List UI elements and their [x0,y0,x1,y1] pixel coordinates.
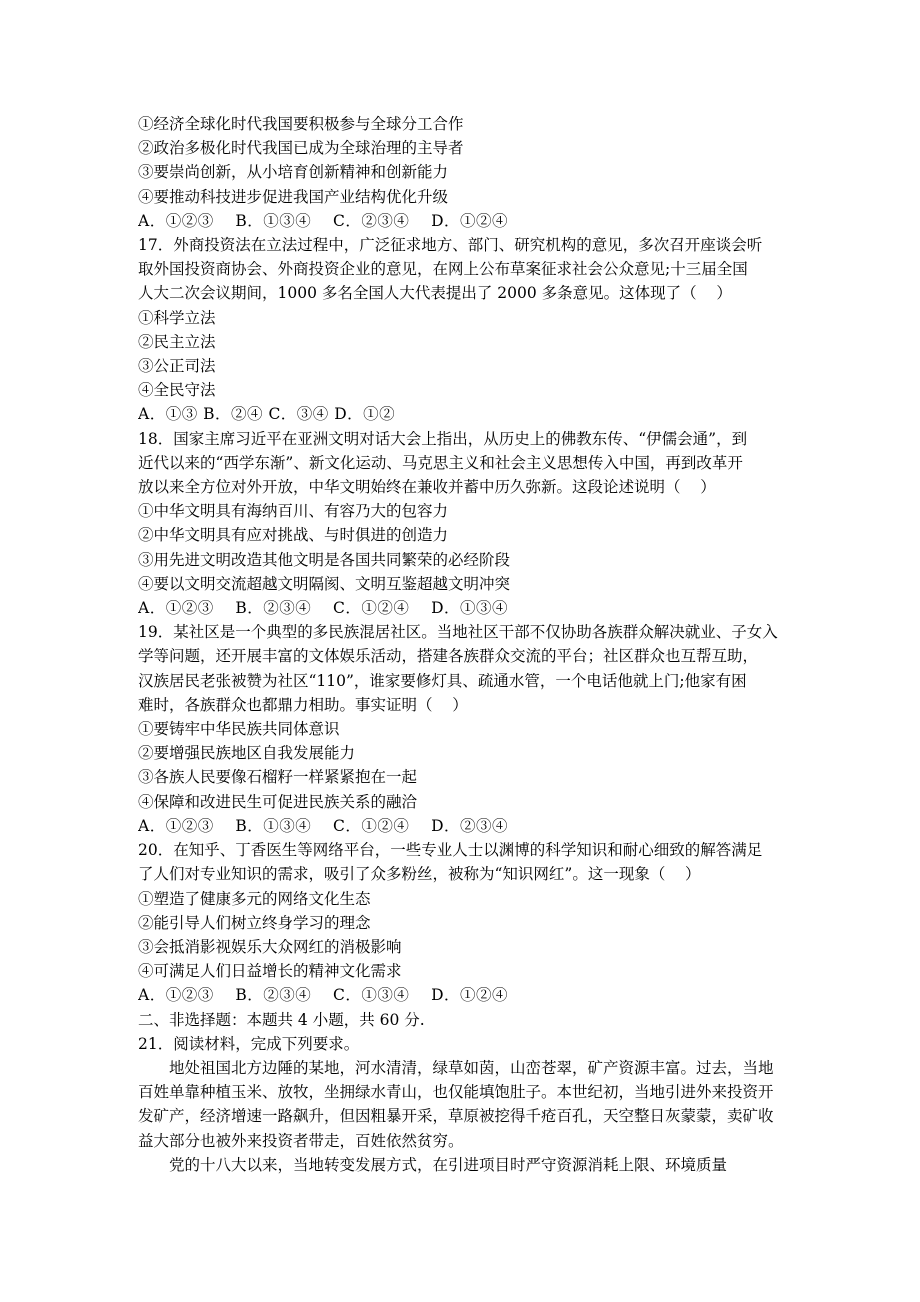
option-line: ②中华文明具有应对挑战、与时俱进的创造力 [138,526,449,545]
option-line: ④全民守法 [138,381,216,400]
answer-choices: A．①②③ B．①③④ C．①②④ D．②③④ [138,816,508,835]
option-line: ①经济全球化时代我国要积极参与全球分工合作 [138,115,464,133]
option-line: ②政治多极化时代我国已成为全球治理的主导者 [138,139,464,158]
option-line: ④要推动科技进步促进我国产业结构优化升级 [138,187,449,206]
question-19-text: 难时，各族群众也都鼎力相助。事实证明（ ） [138,695,468,714]
option-line: ③公正司法 [138,357,216,376]
option-line: ④保障和改进民生可促进民族关系的融洽 [138,792,418,811]
answer-choices: A．①③ B．②④ C．③④ D．①② [138,405,396,424]
option-line: ③用先进文明改造其他文明是各国共同繁荣的必经阶段 [138,550,511,569]
option-line: ①塑造了健康多元的网络文化生态 [138,889,371,908]
material-paragraph: 党的十八大以来，当地转变发展方式，在引进项目时严守资源消耗上限、环境质量 [169,1155,728,1174]
question-19-text: 学等问题，还开展丰富的文体娱乐活动，搭建各族群众交流的平台；社区群众也互帮互助， [138,647,759,666]
question-17-text: 17．外商投资法在立法过程中，广泛征求地方、部门、研究机构的意见，多次召开座谈会听 [138,236,763,255]
question-17-text: 人大二次会议期间，1000 多名全国人大代表提出了 2000 多条意见。这体现了（ ） [138,284,732,303]
option-line: ①要铸牢中华民族共同体意识 [138,720,340,739]
option-line: ①中华文明具有海纳百川、有容乃大的包容力 [138,502,449,521]
option-line: ①科学立法 [138,308,216,327]
answer-choices: A．①②③ B．②③④ C．①②④ D．①③④ [138,599,508,618]
answer-choices: A．①②③ B．①③④ C．②③④ D．①②④ [138,211,508,230]
question-17-text: 取外国投资商协会、外商投资企业的意见，在网上公布草案征求社会公众意见;十三届全国 [138,260,748,279]
document-body [138,112,788,1177]
section-heading: 二、非选择题：本题共 4 小题，共 60 分. [138,1010,425,1029]
option-line: ②能引导人们树立终身学习的理念 [138,913,371,932]
question-19-text: 汉族居民老张被赞为社区“110”，谁家要修灯具、疏通水管，一个电话他就上门;他家有困 [138,671,747,690]
option-line: ③各族人民要像石榴籽一样紧紧抱在一起 [138,768,418,787]
option-line: ②要增强民族地区自我发展能力 [138,744,356,763]
question-21-text: 21．阅读材料，完成下列要求。 [138,1034,360,1053]
option-line: ③会抵消影视娱乐大众网红的消极影响 [138,937,402,956]
option-line: ②民主立法 [138,332,216,351]
question-19-text: 19．某社区是一个典型的多民族混居社区。当地社区干部不仅协助各族群众解决就业、子女入 [138,623,778,642]
question-18-text: 近代以来的“西学东渐”、新文化运动、马克思主义和社会主义思想传入中国，再到改革开 [138,453,743,472]
option-line: ④要以文明交流超越文明隔阂、文明互鉴超越文明冲突 [138,574,511,593]
question-18-text: 18．国家主席习近平在亚洲文明对话大会上指出，从历史上的佛教东传、“伊儒会通”，到 [138,429,748,448]
option-line: ④可满足人们日益增长的精神文化需求 [138,962,402,981]
question-18-text: 放以来全方位对外开放，中华文明始终在兼收并蓄中历久弥新。这段论述说明（ ） [138,478,716,497]
material-paragraph: 地处祖国北方边陲的某地，河水清清，绿草如茵，山峦苍翠，矿产资源丰富。过去，当地百姓单靠种植玉米、放牧，坐拥绿水青山，也仅能填饱肚子。本世纪初，当地引进外来投资开发矿产，经济增速一路飙升，但因粗暴开采，草原被挖得千疮百孔，天空整日灰蒙蒙，卖矿收益大部分也被外来投资者带走，百姓依然贫穷。 [138,1058,774,1150]
answer-choices: A．①②③ B．②③④ C．①③④ D．①②④ [138,986,508,1005]
question-20-text: 了人们对专业知识的需求，吸引了众多粉丝，被称为“知识网红”。这一现象（ ） [138,865,701,884]
option-line: ③要崇尚创新，从小培育创新精神和创新能力 [138,163,449,182]
question-20-text: 20．在知乎、丁香医生等网络平台，一些专业人士以渊博的科学知识和耐心细致的解答满足 [138,841,763,860]
